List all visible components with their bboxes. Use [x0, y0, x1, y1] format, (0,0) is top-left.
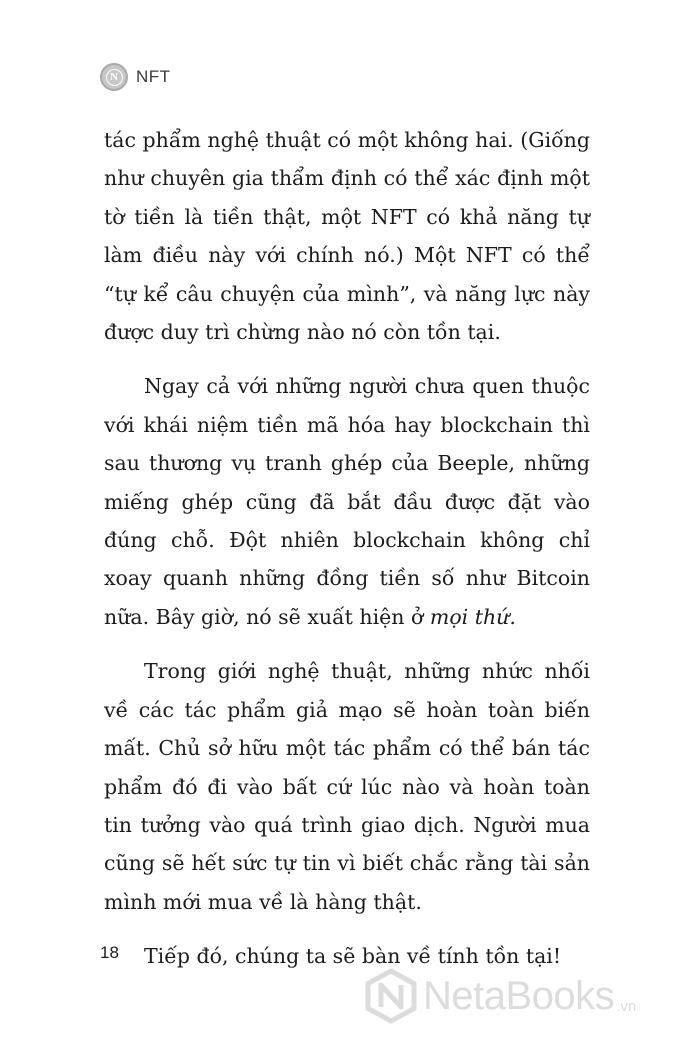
paragraph-2-tail: .	[509, 604, 516, 629]
paragraph-4: Tiếp đó, chúng ta sẽ bàn về tính tồn tại!	[144, 944, 562, 969]
n-coin-icon	[100, 63, 128, 91]
paragraph-3: Trong giới nghệ thuật, những nhức nhối về các tác phẩm giả mạo sẽ hoàn toàn biến mất. Chủ sở hữu một tác phẩm có thể bán tác phẩm đó đi vào bất cứ lúc nào và hoàn toàn tin tưởng vào quá trình giao dịch. Người mua cũng sẽ hết sức tự tin vì biết chắc rằng tài sản mình mới mua về là hàng thật.	[104, 659, 590, 914]
paragraph-2-text: Ngay cả với những người chưa quen thuộc với khái niệm tiền mã hóa hay blockchain thì sau thương vụ tranh ghép của Beeple, những miếng ghép cũng đã bắt đầu được đặt vào đúng chỗ. Đột nhiên blockchain không chỉ xoay quanh những đồng tiền số như Bitcoin nữa. Bây giờ, nó sẽ xuất hiện ở	[104, 374, 590, 629]
watermark	[363, 968, 636, 1024]
paragraph-2	[104, 367, 590, 636]
logo-letter: N	[106, 69, 123, 86]
running-header	[100, 60, 171, 94]
paragraph-1: tác phẩm nghệ thuật có một không hai. (Giống như chuyên gia thẩm định có thể xác định một tờ tiền là tiền thật, một NFT có khả năng tự làm điều này với chính nó.) Một NFT có thể “tự kể câu chuyện của mình”, và năng lực này được duy trì chừng nào nó còn tồn tại.	[104, 128, 590, 345]
paragraph-2-emphasis: mọi thứ	[429, 604, 510, 629]
page-number: 18	[100, 943, 119, 962]
netabooks-logo-icon	[363, 968, 419, 1024]
header-title: NFT	[136, 67, 171, 86]
watermark-brand: NetaBooks	[423, 973, 615, 1018]
page-body	[104, 121, 590, 992]
watermark-suffix: .vn	[616, 997, 637, 1015]
